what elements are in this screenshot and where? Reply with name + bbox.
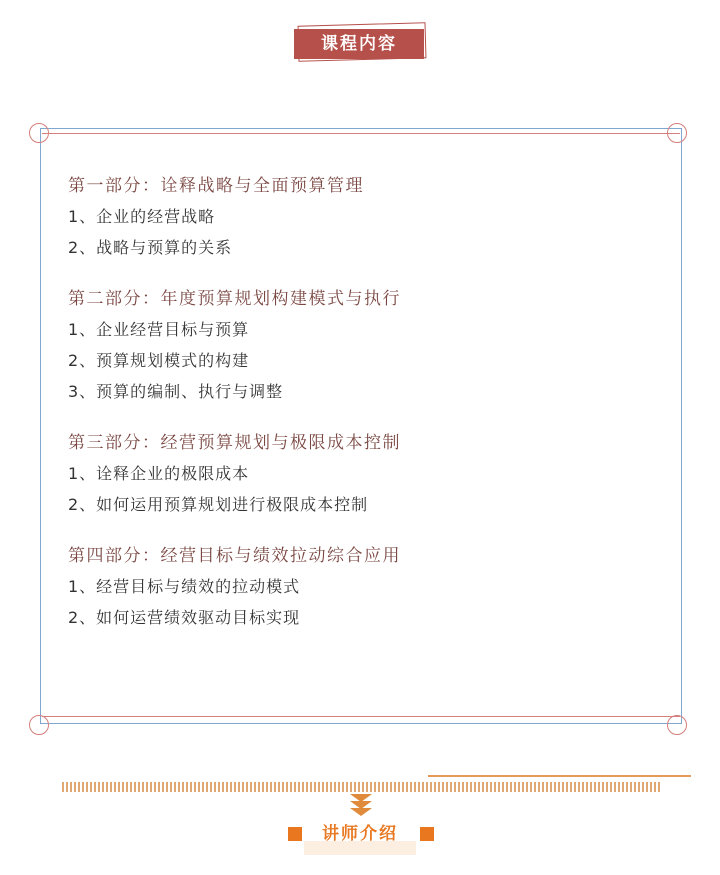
list-item: 1、经营目标与绩效的拉动模式 [68,577,301,596]
corner-circle-icon [29,123,49,143]
list-item: 1、企业的经营战略 [68,207,216,226]
corner-circle-icon [29,715,49,735]
square-bullet-icon [288,827,302,841]
frame-top-line [42,133,680,134]
course-section-4 [68,544,658,630]
course-section-1 [68,174,658,260]
section-badge [294,24,428,64]
course-section-3 [68,431,658,517]
section-title: 第三部分：经营预算规划与极限成本控制 [68,433,401,453]
next-section-title: 讲师介绍 [322,824,398,844]
list-item: 2、如何运营绩效驱动目标实现 [68,608,301,627]
frame-bottom-line [42,716,680,717]
list-item: 3、预算的编制、执行与调整 [68,382,284,401]
corner-circle-icon [667,123,687,143]
double-chevron-down-icon [348,793,374,817]
course-content-frame [40,128,682,724]
list-item: 1、诠释企业的极限成本 [68,464,250,483]
page-title: 课程内容 [294,29,424,59]
square-bullet-icon [420,827,434,841]
list-item: 2、预算规划模式的构建 [68,351,250,370]
list-item: 2、如何运用预算规划进行极限成本控制 [68,495,369,514]
section-title: 第四部分：经营目标与绩效拉动综合应用 [68,546,401,566]
list-item: 1、企业经营目标与预算 [68,320,250,339]
corner-circle-icon [667,715,687,735]
list-item: 2、战略与预算的关系 [68,238,233,257]
section-title: 第一部分：诠释战略与全面预算管理 [68,176,364,196]
course-section-2 [68,287,658,404]
course-sections [68,174,658,657]
striped-divider [62,782,660,792]
divider-line [428,775,691,777]
section-title: 第二部分：年度预算规划构建模式与执行 [68,289,401,309]
